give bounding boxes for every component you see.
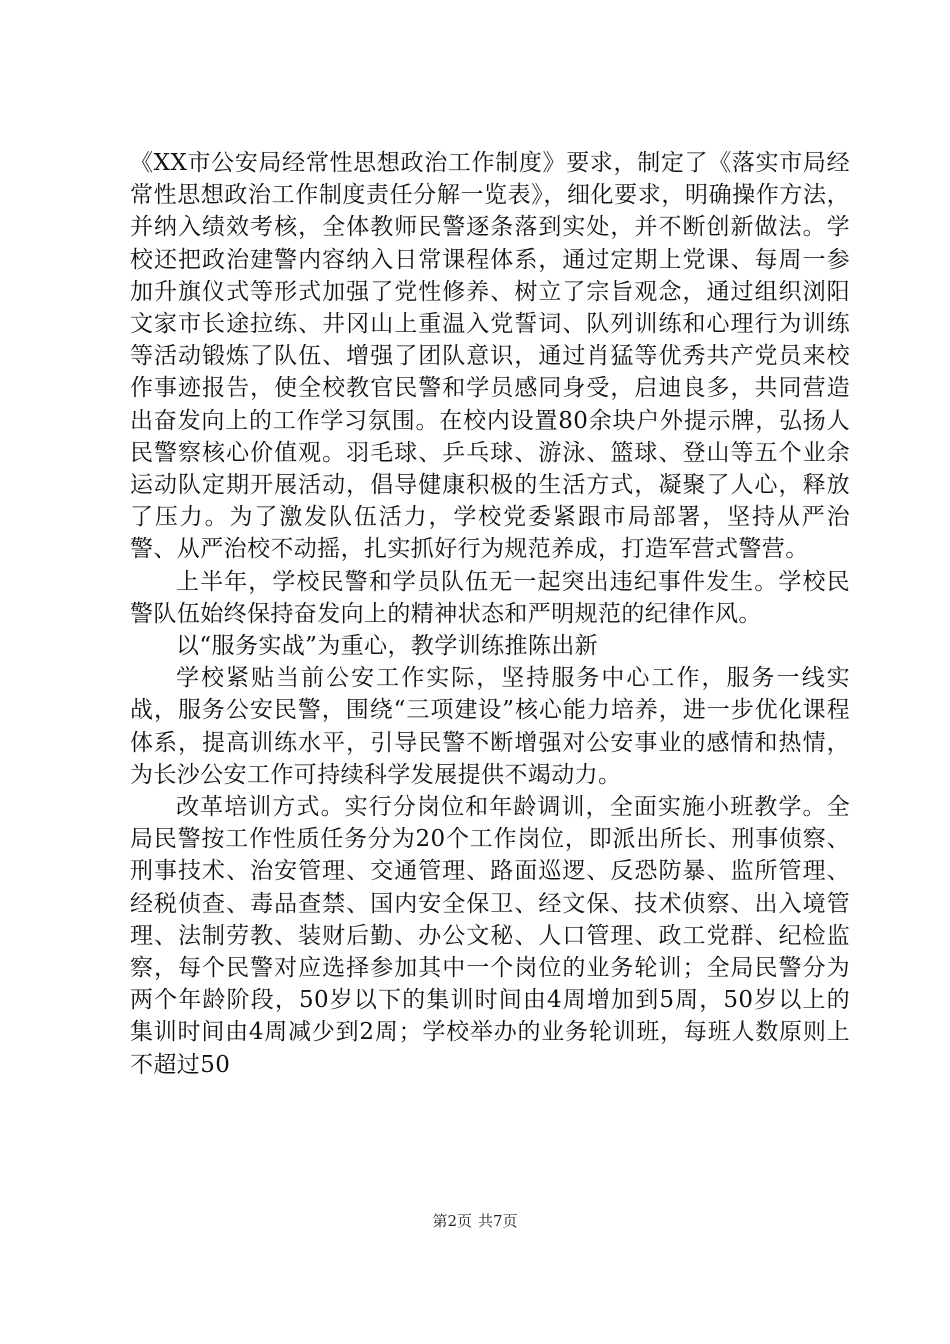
section-heading-teaching-training: 以“服务实战”为重心，教学训练推陈出新 bbox=[176, 633, 599, 660]
paragraph-service-practice: 学校紧贴当前公安工作实际，坚持服务中心工作，服务一线实战，服务公安民警，围绕“三项建设”核心能力培养，进一步优化课程体系，提高训练水平，引导民警不断增强对公安事业的感情和热情，为长沙公安工作可持续科学发展提供不竭动力。 bbox=[130, 665, 850, 788]
page-number-total: 共7页 bbox=[478, 1212, 518, 1230]
page-number-current: 第2页 bbox=[432, 1212, 472, 1230]
paragraph-training-reform: 改革培训方式。实行分岗位和年龄调训，全面实施小班教学。全局民警按工作性质任务分为20个工作岗位，即派出所长、刑事侦察、刑事技术、治安管理、交通管理、路面巡逻、反恐防暴、监所管理、经税侦查、毒品查禁、国内安全保卫、经文保、技术侦察、出入境管理、法制劳教、装财后勤、办公文秘、人口管理、政工党群、纪检监察，每个民警对应选择参加其中一个岗位的业务轮训；全局民警分为两个年龄阶段，50岁以下的集训时间由4周增加到5周，50岁以上的集训时间由4周减少到2周；学校举办的业务轮训班，每班人数原则上不超过50 bbox=[130, 794, 850, 1078]
page-footer bbox=[0, 1211, 950, 1231]
document-body bbox=[130, 147, 850, 1081]
paragraph-discipline-summary: 上半年，学校民警和学员队伍无一起突出违纪事件发生。学校民警队伍始终保持奋发向上的精神状态和严明规范的纪律作风。 bbox=[130, 568, 850, 627]
paragraph-policy-implementation: 《XX市公安局经常性思想政治工作制度》要求，制定了《落实市局经常性思想政治工作制度责任分解一览表》，细化要求，明确操作方法，并纳入绩效考核，全体教师民警逐条落到实处，并不断创新做法。学校还把政治建警内容纳入日常课程体系，通过定期上党课、每周一参加升旗仪式等形式加强了党性修养、树立了宗旨观念，通过组织浏阳文家市长途拉练、井冈山上重温入党誓词、队列训练和心理行为训练等活动锻炼了队伍、增强了团队意识，通过肖猛等优秀共产党员来校作事迹报告，使全校教官民警和学员感同身受，启迪良多，共同营造出奋发向上的工作学习氛围。在校内设置80余块户外提示牌，弘扬人民警察核心价值观。羽毛球、乒乓球、游泳、篮球、登山等五个业余运动队定期开展活动，倡导健康积极的生活方式，凝聚了人心，释放了压力。为了激发队伍活力，学校党委紧跟市局部署，坚持从严治警、从严治校不动摇，扎实抓好行为规范养成，打造军营式警营。 bbox=[130, 150, 850, 563]
